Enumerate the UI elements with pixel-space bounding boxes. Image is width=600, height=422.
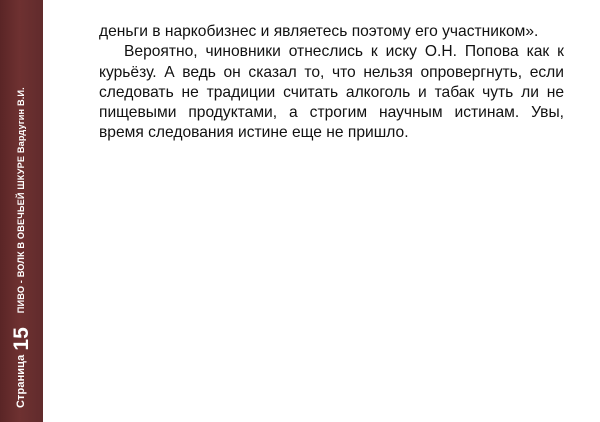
paragraph-continuation: деньги в наркобизнес и являетесь поэтому его участником».	[99, 23, 539, 40]
page-label: Страница	[15, 354, 27, 408]
page-number: 15	[9, 327, 33, 351]
book-title: ПИВО - ВОЛК В ОВЕЧЬЕЙ ШКУРЕ Вардугин В.И.	[16, 87, 26, 314]
sidebar-band	[0, 0, 43, 422]
document-body	[99, 22, 564, 144]
paragraph-main: Вероятно, чиновники отнеслись к иску О.Н. Попова как к курьёзу. А ведь он сказал то, что нельзя опровергнуть, если следовать не традиции считать алкоголь и табак чуть ли не пищевыми продуктами, а строгим научным истинам. Увы, время следования истине еще не пришло.	[99, 43, 564, 142]
